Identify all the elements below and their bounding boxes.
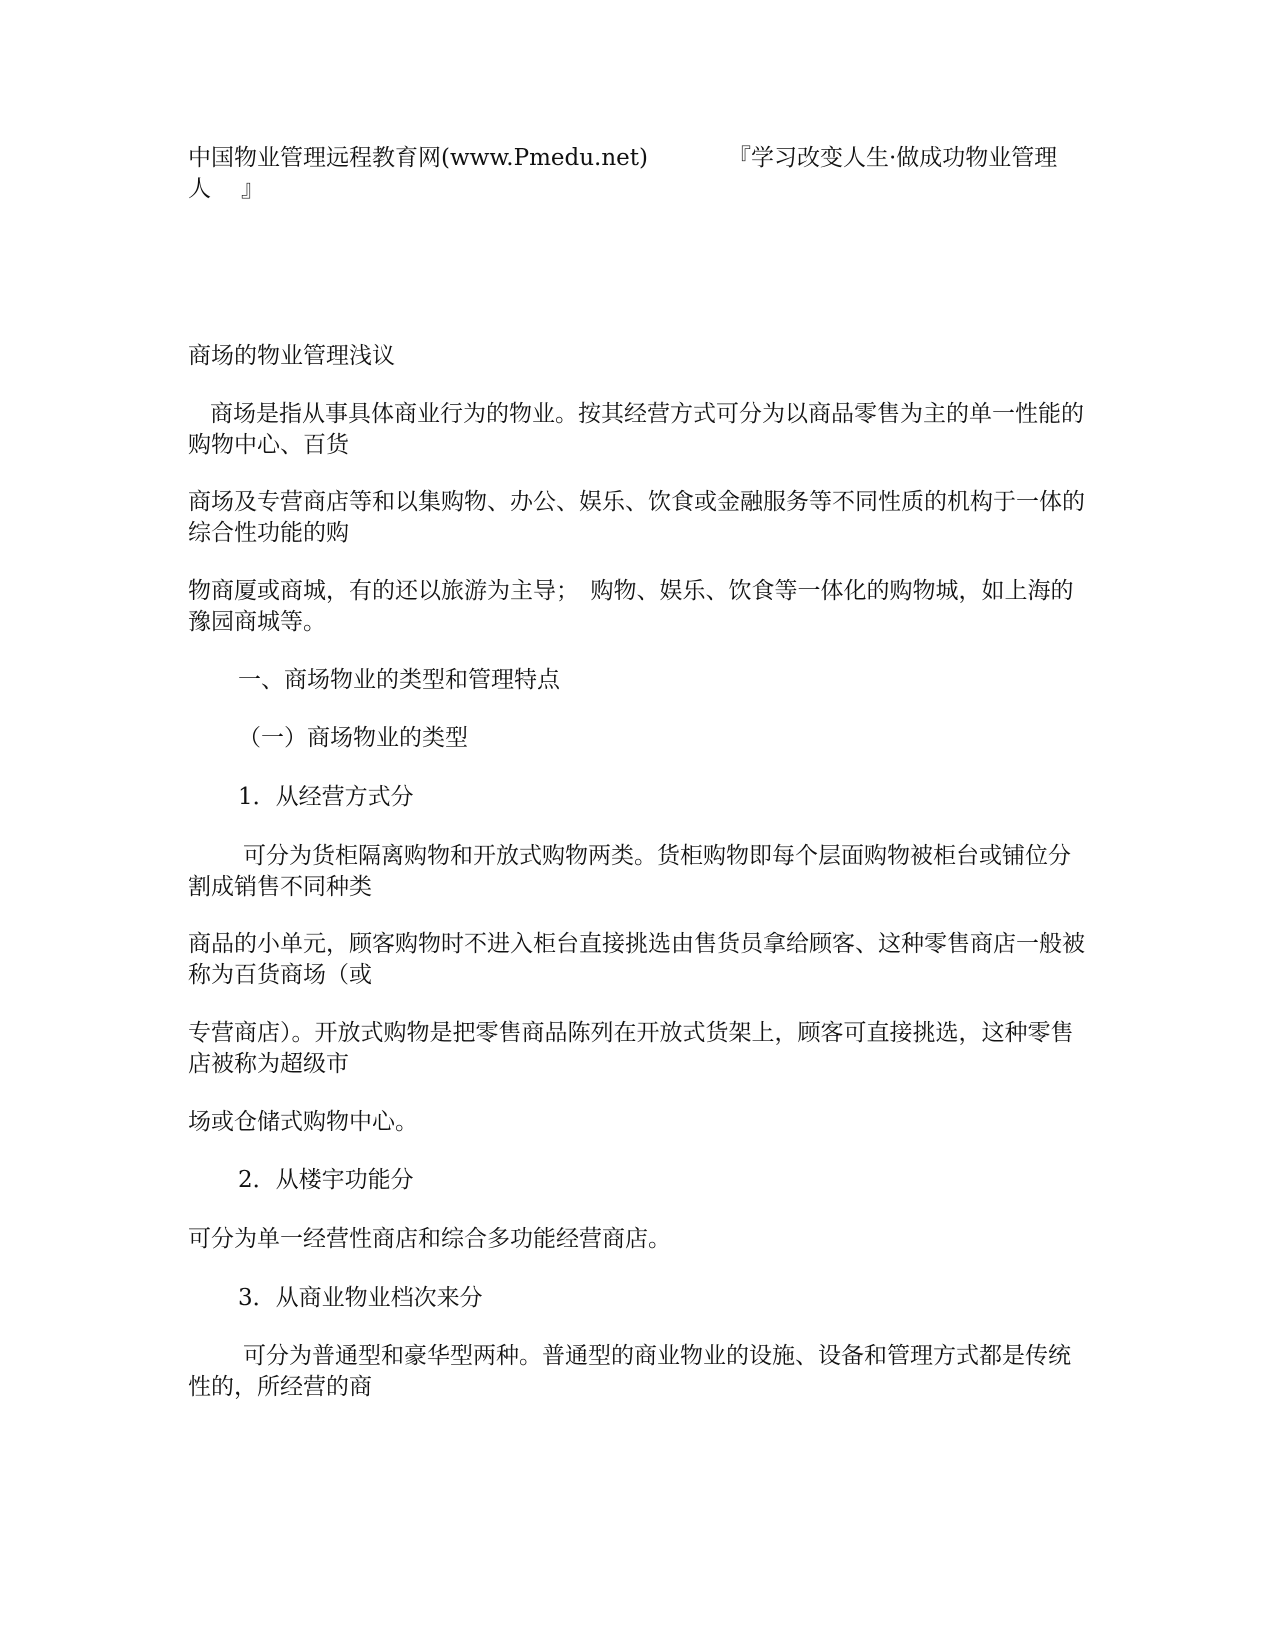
header-slogan-continued: 人: [188, 176, 211, 202]
header-slogan: 『学习改变人生·做成功物业管理: [728, 145, 1058, 171]
paragraph-body-1: 可分为货柜隔离购物和开放式购物两类。货柜购物即每个层面购物被柜台或铺位分割成销售不同种类: [188, 843, 1071, 900]
header-site-name: 中国物业管理远程教育网(www.Pmedu.net): [188, 145, 648, 171]
header-slogan-close: 』: [241, 176, 264, 202]
paragraph-body-4: 场或仓储式购物中心。: [188, 1109, 418, 1135]
item-heading-3: 3．从商业物业档次来分: [238, 1285, 483, 1311]
page-header: [188, 143, 1088, 205]
paragraph-body-5: 可分为单一经营性商店和综合多功能经营商店。: [188, 1226, 671, 1252]
document-title: 商场的物业管理浅议: [188, 343, 395, 369]
paragraph-intro-3: 物商厦或商城，有的还以旅游为主导； 购物、娱乐、饮食等一体化的购物城，如上海的豫园商城等。: [188, 578, 1074, 635]
paragraph-intro-2: 商场及专营商店等和以集购物、办公、娱乐、饮食或金融服务等不同性质的机构于一体的综合性功能的购: [188, 489, 1085, 546]
header-line-1: [188, 143, 1088, 174]
subsection-heading-1: （一）商场物业的类型: [238, 725, 468, 751]
header-line-2: [188, 174, 1088, 205]
item-heading-2: 2．从楼宇功能分: [238, 1167, 414, 1193]
paragraph-body-6: 可分为普通型和豪华型两种。普通型的商业物业的设施、设备和管理方式都是传统性的，所经营的商: [188, 1343, 1071, 1400]
paragraph-intro-1: 商场是指从事具体商业行为的物业。按其经营方式可分为以商品零售为主的单一性能的购物中心、百货: [188, 401, 1084, 458]
item-heading-1: 1．从经营方式分: [238, 784, 414, 810]
paragraph-body-3: 专营商店）。开放式购物是把零售商品陈列在开放式货架上，顾客可直接挑选，这种零售店被称为超级市: [188, 1020, 1074, 1077]
paragraph-body-2: 商品的小单元，顾客购物时不进入柜台直接挑选由售货员拿给顾客、这种零售商店一般被称为百货商场（或: [188, 931, 1085, 988]
section-heading-1: 一、商场物业的类型和管理特点: [238, 667, 560, 693]
